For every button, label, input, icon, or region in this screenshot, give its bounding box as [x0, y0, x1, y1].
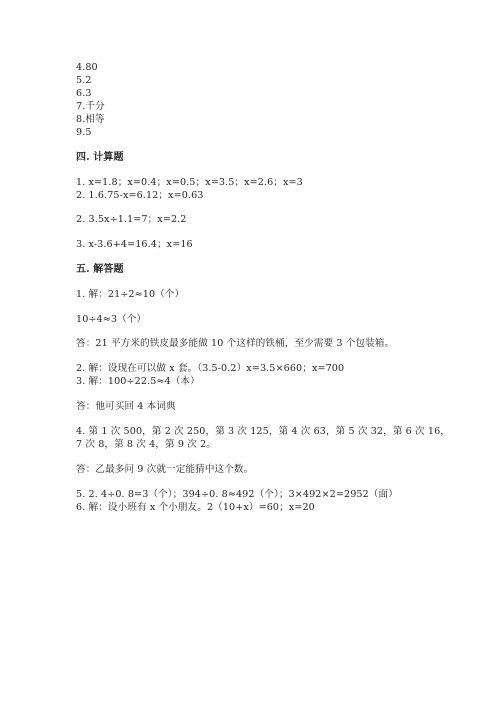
- section-heading-word-problems: 五. 解答题: [76, 264, 124, 275]
- answer-line: 2. 1.6.75-x=6.12；x=0.63: [76, 190, 204, 201]
- answer-line: 6.3: [76, 88, 92, 99]
- answer-line: 7 次 8，第 8 次 4，第 9 次 2。: [76, 439, 216, 450]
- answer-line: 8.相等: [76, 114, 105, 125]
- answer-line: 2. 3.5x÷1.1=7；x=2.2: [76, 214, 187, 225]
- answer-line: 5. 2. 4÷0. 8=3（个）；394÷0. 8≈492（个）；3×492×2=2952（面）: [76, 489, 398, 500]
- answer-line: 答：21 平方米的铁皮最多能做 10 个这样的铁桶，至少需要 3 个包装箱。: [76, 338, 395, 349]
- answer-line: 3. 解：100÷22.5≈4（本）: [76, 376, 200, 387]
- section-heading-calculation: 四. 计算题: [76, 152, 124, 163]
- answer-line: 答：他可买回 4 本词典: [76, 401, 176, 412]
- answer-line: 1. x=1.8；x=0.4；x=0.5；x=3.5；x=2.6；x=3: [76, 177, 303, 188]
- answer-line: 5.2: [76, 75, 92, 86]
- answer-line: 3. x-3.6+4=16.4；x=16: [76, 239, 193, 250]
- answer-line: 2. 解：设现在可以做 x 套。（3.5-0.2）x=3.5×660；x=700: [76, 363, 345, 374]
- answer-line: 1. 解：21÷2≈10（个）: [76, 289, 185, 300]
- answer-line: 10÷4≈3（个）: [76, 314, 147, 325]
- answer-line: 4.80: [76, 62, 98, 73]
- answer-line: 6. 解：设小班有 x 个小朋友。2（10+x）=60；x=20: [76, 502, 315, 513]
- answer-line: 4. 第 1 次 500，第 2 次 250，第 3 次 125，第 4 次 63，第 5 次 32，第 6 次 16，: [76, 426, 450, 437]
- answer-line: 7.千分: [76, 101, 105, 112]
- answer-line: 9.5: [76, 127, 92, 138]
- answer-line: 答：乙最多问 9 次就一定能猜中这个数。: [76, 464, 254, 475]
